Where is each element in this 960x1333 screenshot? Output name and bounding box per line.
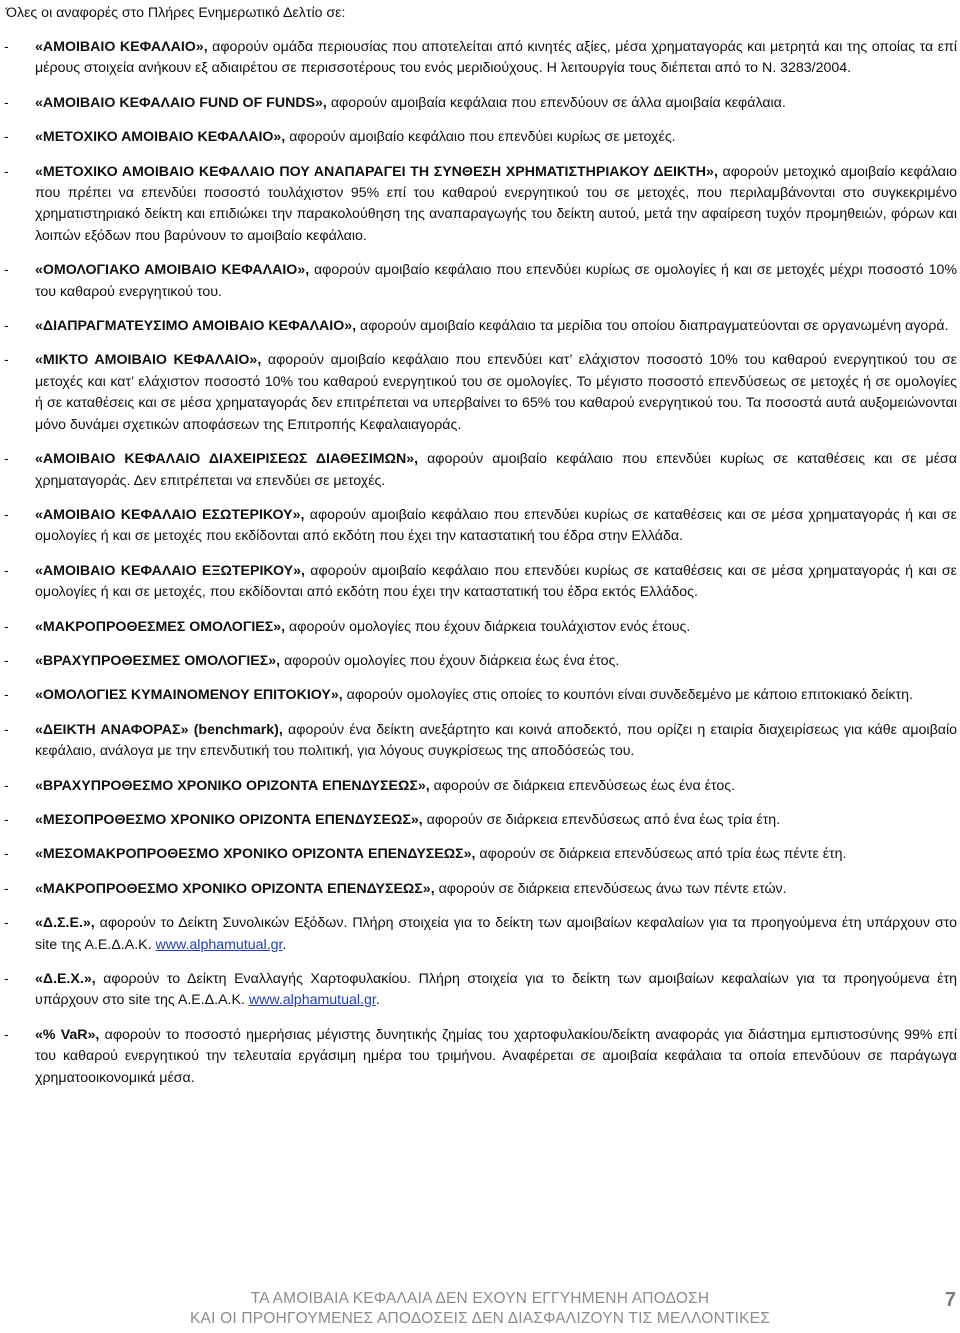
definition-item [0, 260, 960, 303]
bullet-dash: - [4, 562, 9, 579]
definitions-list [0, 37, 960, 1102]
definition-description: αφορούν ένα δείκτη ανεξάρτητο και κοινά αποδεκτό, που ορίζει η εταιρία διαχειρίσεως για κάθε αμοιβαίο κεφάλαιο, ανάλογα με την επενδυτική του πολιτική, για λόγους συγκρίσεως της αποδόσεώς του. [35, 721, 957, 760]
bullet-dash: - [4, 94, 9, 111]
definition-description: αφορούν αμοιβαίο κεφάλαιο που επενδύει κυρίως σε καταθέσεις και σε μέσα χρηματαγοράς ή και σε ομολογίες ή και σε μετοχές, που εκδίδονται από εκδότη που έχει την καταστατική του έδρα εκτός Ελλάδος. [35, 562, 957, 601]
definition-item [0, 617, 960, 638]
bullet-dash: - [4, 777, 9, 794]
definition-term: «ΜΕΣΟΜΑΚΡΟΠΡΟΘΕΣΜΟ ΧΡΟΝΙΚΟ ΟΡΙΖΟΝΤΑ ΕΠΕΝΔΥΣΕΩΣ», [35, 846, 476, 863]
definition-term: «ΜΕΤΟΧΙΚΟ ΑΜΟΙΒΑΙΟ ΚΕΦΑΛΑΙΟ ΠΟΥ ΑΝΑΠΑΡΑΓΕΙ ΤΗ ΣΥΝΘΕΣΗ ΧΡΗΜΑΤΙΣΤΗΡΙΑΚΟΥ ΔΕΙΚΤΗ», [35, 163, 718, 180]
definition-description: αφορούν σε διάρκεια επενδύσεως έως ένα έτος. [429, 777, 735, 794]
definition-term: «ΑΜΟΙΒΑΙΟ ΚΕΦΑΛΑΙΟ ΕΣΩΤΕΡΙΚΟΥ», [35, 506, 305, 523]
definition-text [35, 913, 960, 956]
bullet-dash: - [4, 129, 9, 146]
definition-text [35, 617, 960, 638]
definition-item [0, 879, 960, 900]
definition-item [0, 844, 960, 865]
definition-description: αφορούν ομολογίες που έχουν διάρκεια τουλάχιστον ενός έτους. [285, 618, 691, 635]
definition-item [0, 1025, 960, 1089]
bullet-dash: - [4, 39, 9, 55]
definition-item [0, 162, 960, 248]
bullet-dash: - [4, 652, 9, 669]
bullet-dash: - [4, 1026, 9, 1043]
definition-term: «Δ.Σ.Ε.», [35, 915, 95, 932]
definition-item [0, 720, 960, 763]
bullet-dash: - [4, 163, 9, 180]
bullet-dash: - [4, 506, 9, 523]
definition-term: «ΜΕΣΟΠΡΟΘΕΣΜΟ ΧΡΟΝΙΚΟ ΟΡΙΖΟΝΤΑ ΕΠΕΝΔΥΣΕΩΣ», [35, 811, 423, 828]
bullet-dash: - [4, 721, 9, 738]
definition-term: «Δ.Ε.Χ.», [35, 971, 96, 987]
definition-description: αφορούν αμοιβαία κεφάλαια που επενδύουν σε άλλα αμοιβαία κεφάλαια. [326, 94, 786, 111]
definition-description: αφορούν αμοιβαίο κεφάλαιο που επενδύει κυρίως σε καταθέσεις και σε μέσα χρηματαγοράς ή και σε ομολογίες ή και σε μετοχές που εκδίδονται από εκδότη που έχει την καταστατική του έδρα στην Ελλάδα. [35, 506, 958, 545]
site-link[interactable]: www.alphamutual.gr [248, 992, 376, 1009]
definition-tail: . [282, 936, 287, 953]
definition-term: «ΜΙΚΤΟ ΑΜΟΙΒΑΙΟ ΚΕΦΑΛΑΙΟ», [35, 352, 262, 369]
bullet-dash: - [4, 811, 9, 828]
definition-description: αφορούν το Δείκτη Συνολικών Εξόδων. Πλήρη στοιχεία για το δείκτη των αμοιβαίων κεφαλαίων για τα προηγούμενα έτη υπάρχουν στο site της Α.Ε.Δ.Α.Κ. [35, 915, 957, 953]
intro-heading: Όλες οι αναφορές στο Πλήρες Ενημερωτικό Δελτίο σε: [6, 5, 346, 21]
page-number: 7 [944, 1289, 956, 1311]
definition-term: «ΑΜΟΙΒΑΙΟ ΚΕΦΑΛΑΙΟ», [35, 39, 208, 55]
definition-term: «ΒΡΑΧΥΠΡΟΘΕΣΜΟ ΧΡΟΝΙΚΟ ΟΡΙΖΟΝΤΑ ΕΠΕΝΔΥΣΕΩΣ», [35, 777, 430, 794]
definition-term: «% VaR», [35, 1026, 100, 1043]
definition-item [0, 316, 960, 337]
definition-description: αφορούν αμοιβαίο κεφάλαιο που επενδύει κυρίως σε ομολογίες ή και σε μετοχές μέχρι ποσοστό 10% του καθαρού ενεργητικού του. [35, 262, 957, 300]
definition-item [0, 913, 960, 956]
definition-item [0, 776, 960, 797]
definition-description: αφορούν το ποσοστό ημερήσιας μέγιστης δυνητικής ζημίας του χαρτοφυλακίου/δείκτη αναφοράς για διάστημα εμπιστοσύνης 99% επί του καθαρού ενεργητικού την τελευταία εργάσιμη ημέρα του τριμήνου. Αναφέρεται σε αμοιβαία κεφάλαια τα οποία επενδύουν σε παράγωγα χρηματοοικονομικά μέσα. [35, 1026, 957, 1086]
definition-term: «ΟΜΟΛΟΓΙΑΚΟ ΑΜΟΙΒΑΙΟ ΚΕΦΑΛΑΙΟ», [35, 262, 310, 279]
definition-description: αφορούν ομολογίες που έχουν διάρκεια έως ένα έτος. [280, 652, 620, 669]
bullet-dash: - [4, 262, 9, 279]
definition-term: «ΜΕΤΟΧΙΚΟ ΑΜΟΙΒΑΙΟ ΚΕΦΑΛΑΙΟ», [35, 129, 286, 146]
definition-item [0, 350, 960, 436]
definition-term: «ΟΜΟΛΟΓΙΕΣ ΚΥΜΑΙΝΟΜΕΝΟΥ ΕΠΙΤΟΚΙΟΥ», [35, 687, 343, 704]
definition-text [35, 720, 960, 763]
bullet-dash: - [4, 880, 9, 897]
definition-term: «ΑΜΟΙΒΑΙΟ ΚΕΦΑΛΑΙΟ FUND OF FUNDS», [35, 94, 327, 111]
definition-text [35, 879, 960, 900]
definition-text [35, 844, 960, 865]
bullet-dash: - [4, 318, 9, 335]
definition-text [35, 810, 960, 831]
definition-item [0, 810, 960, 831]
bullet-dash: - [4, 451, 9, 468]
bullet-dash: - [4, 618, 9, 635]
definition-text [35, 505, 960, 548]
definition-text [35, 127, 960, 148]
definition-term: «ΔΕΙΚΤΗ ΑΝΑΦΟΡΑΣ» (benchmark), [35, 721, 283, 738]
definition-description: αφορούν αμοιβαίο κεφάλαιο που επενδύει κυρίως σε καταθέσεις και σε μέσα χρηματαγοράς. Δεν επιτρέπεται να επενδύει σε μετοχές. [35, 451, 957, 489]
definition-item [0, 127, 960, 148]
bullet-dash: - [4, 687, 9, 704]
definition-description: αφορούν ομολογίες στις οποίες το κουπόνι είναι συνδεδεμένο με κάποιο επιτοκιακό δείκτη. [342, 687, 913, 704]
definition-item [0, 449, 960, 492]
bullet-dash: - [4, 915, 9, 932]
definition-text [35, 449, 960, 492]
definition-text [35, 969, 960, 1012]
definition-text [35, 776, 960, 797]
definition-item [0, 969, 960, 1012]
definition-description: αφορούν μετοχικό αμοιβαίο κεφάλαιο που πρέπει να επενδύει ποσοστό τουλάχιστον 95% επί του καθαρού ενεργητικού του σε μετοχές, που περιλαμβάνονται στο συγκεκριμένο χρηματιστηριακό δείκτη και επιδιώκει την παρακολούθηση της αναπαραγωγής του δείκτη αυτού, μετά την αφαίρεση τυχόν προμηθειών, φόρων και λοιπών εξόδων που βαρύνουν το αμοιβαίο κεφάλαιο. [35, 163, 957, 244]
bullet-dash: - [4, 971, 9, 987]
definition-term: «ΑΜΟΙΒΑΙΟ ΚΕΦΑΛΑΙΟ ΕΞΩΤΕΡΙΚΟΥ», [35, 562, 305, 579]
definition-text [35, 1025, 960, 1089]
definition-item [0, 505, 960, 548]
definition-item [0, 93, 960, 114]
definition-description: αφορούν ομάδα περιουσίας που αποτελείται από κινητές αξίες, μέσα χρηματαγοράς και μετρητά και της οποίας τα επί μέρους στοιχεία ανήκουν εξ αδιαιρέτου σε περισσοτέρους του ενός μεριδιούχους. Η λειτουργία τους διέπεται από το Ν. 3283/2004. [35, 39, 957, 77]
definition-item [0, 37, 960, 80]
definition-description: αφορούν σε διάρκεια επενδύσεως από τρία έως πέντε έτη. [475, 846, 847, 863]
definition-description: αφορούν αμοιβαίο κεφάλαιο που επενδύει κατ’ ελάχιστον ποσοστό 10% του καθαρού ενεργητικού του σε μετοχές και κατ’ ελάχιστον ποσοστό 10% του καθαρού ενεργητικού του σε ομολογίες. Το μέγιστο ποσοστό επενδύσεως σε μετοχές ή σε ομολογίες ή σε καταθέσεις και σε μέσα χρηματαγοράς δεν επιτρέπεται να υπερβαίνει το 65% του καθαρού ενεργητικού του. Τα ποσοστά αυτά αυξομειώνονται μόνο δυνάμει σχετικών αποφάσεων της Επιτροπής Κεφαλαιαγοράς. [35, 352, 957, 433]
definition-description: αφορούν αμοιβαίο κεφάλαιο τα μερίδια του οποίου διαπραγματεύονται σε οργανωμένη αγορά. [356, 318, 949, 335]
bullet-dash: - [4, 846, 9, 863]
definition-term: «ΑΜΟΙΒΑΙΟ ΚΕΦΑΛΑΙΟ ΔΙΑΧΕΙΡΙΣΕΩΣ ΔΙΑΘΕΣΙΜΩΝ», [35, 451, 419, 468]
definition-text [35, 162, 960, 248]
bullet-dash: - [4, 352, 9, 369]
definition-term: «ΜΑΚΡΟΠΡΟΘΕΣΜΟ ΧΡΟΝΙΚΟ ΟΡΙΖΟΝΤΑ ΕΠΕΝΔΥΣΕΩΣ», [35, 880, 435, 897]
definition-text [35, 685, 960, 706]
definition-text [35, 561, 960, 604]
definition-term: «ΒΡΑΧΥΠΡΟΘΕΣΜΕΣ ΟΜΟΛΟΓΙΕΣ», [35, 652, 281, 669]
definition-text [35, 93, 960, 114]
definition-item [0, 561, 960, 604]
definition-description: αφορούν σε διάρκεια επενδύσεως από ένα έως τρία έτη. [422, 811, 781, 828]
footer-disclaimer-line-1: ΤΑ ΑΜΟΙΒΑΙΑ ΚΕΦΑΛΑΙΑ ΔΕΝ ΕΧΟΥΝ ΕΓΓΥΗΜΕΝΗ ΑΠΟΔΟΣΗ [250, 1290, 710, 1307]
definition-text [35, 350, 960, 436]
definition-text [35, 316, 960, 337]
page-footer [0, 1289, 960, 1333]
site-link[interactable]: www.alphamutual.gr [155, 936, 283, 953]
definition-item [0, 685, 960, 706]
definition-item [0, 651, 960, 672]
definition-text [35, 37, 960, 80]
footer-disclaimer-line-2: ΚΑΙ ΟΙ ΠΡΟΗΓΟΥΜΕΝΕΣ ΑΠΟΔΟΣΕΙΣ ΔΕΝ ΔΙΑΣΦΑΛΙΖΟΥΝ ΤΙΣ ΜΕΛΛΟΝΤΙΚΕΣ [190, 1310, 770, 1327]
definition-description: αφορούν το Δείκτη Εναλλαγής Χαρτοφυλακίου. Πλήρη στοιχεία για το δείκτη των αμοιβαίων κεφαλαίων για τα προηγούμενα έτη υπάρχουν στο site της Α.Ε.Δ.Α.Κ. [35, 971, 957, 1009]
definition-text [35, 260, 960, 303]
definition-tail: . [375, 992, 380, 1009]
definition-text [35, 651, 960, 672]
definition-term: «ΜΑΚΡΟΠΡΟΘΕΣΜΕΣ ΟΜΟΛΟΓΙΕΣ», [35, 618, 286, 635]
definition-term: «ΔΙΑΠΡΑΓΜΑΤΕΥΣΙΜΟ ΑΜΟΙΒΑΙΟ ΚΕΦΑΛΑΙΟ», [35, 318, 357, 335]
definition-description: αφορούν αμοιβαίο κεφάλαιο που επενδύει κυρίως σε μετοχές. [285, 129, 676, 146]
definition-description: αφορούν σε διάρκεια επενδύσεως άνω των πέντε ετών. [434, 880, 787, 897]
